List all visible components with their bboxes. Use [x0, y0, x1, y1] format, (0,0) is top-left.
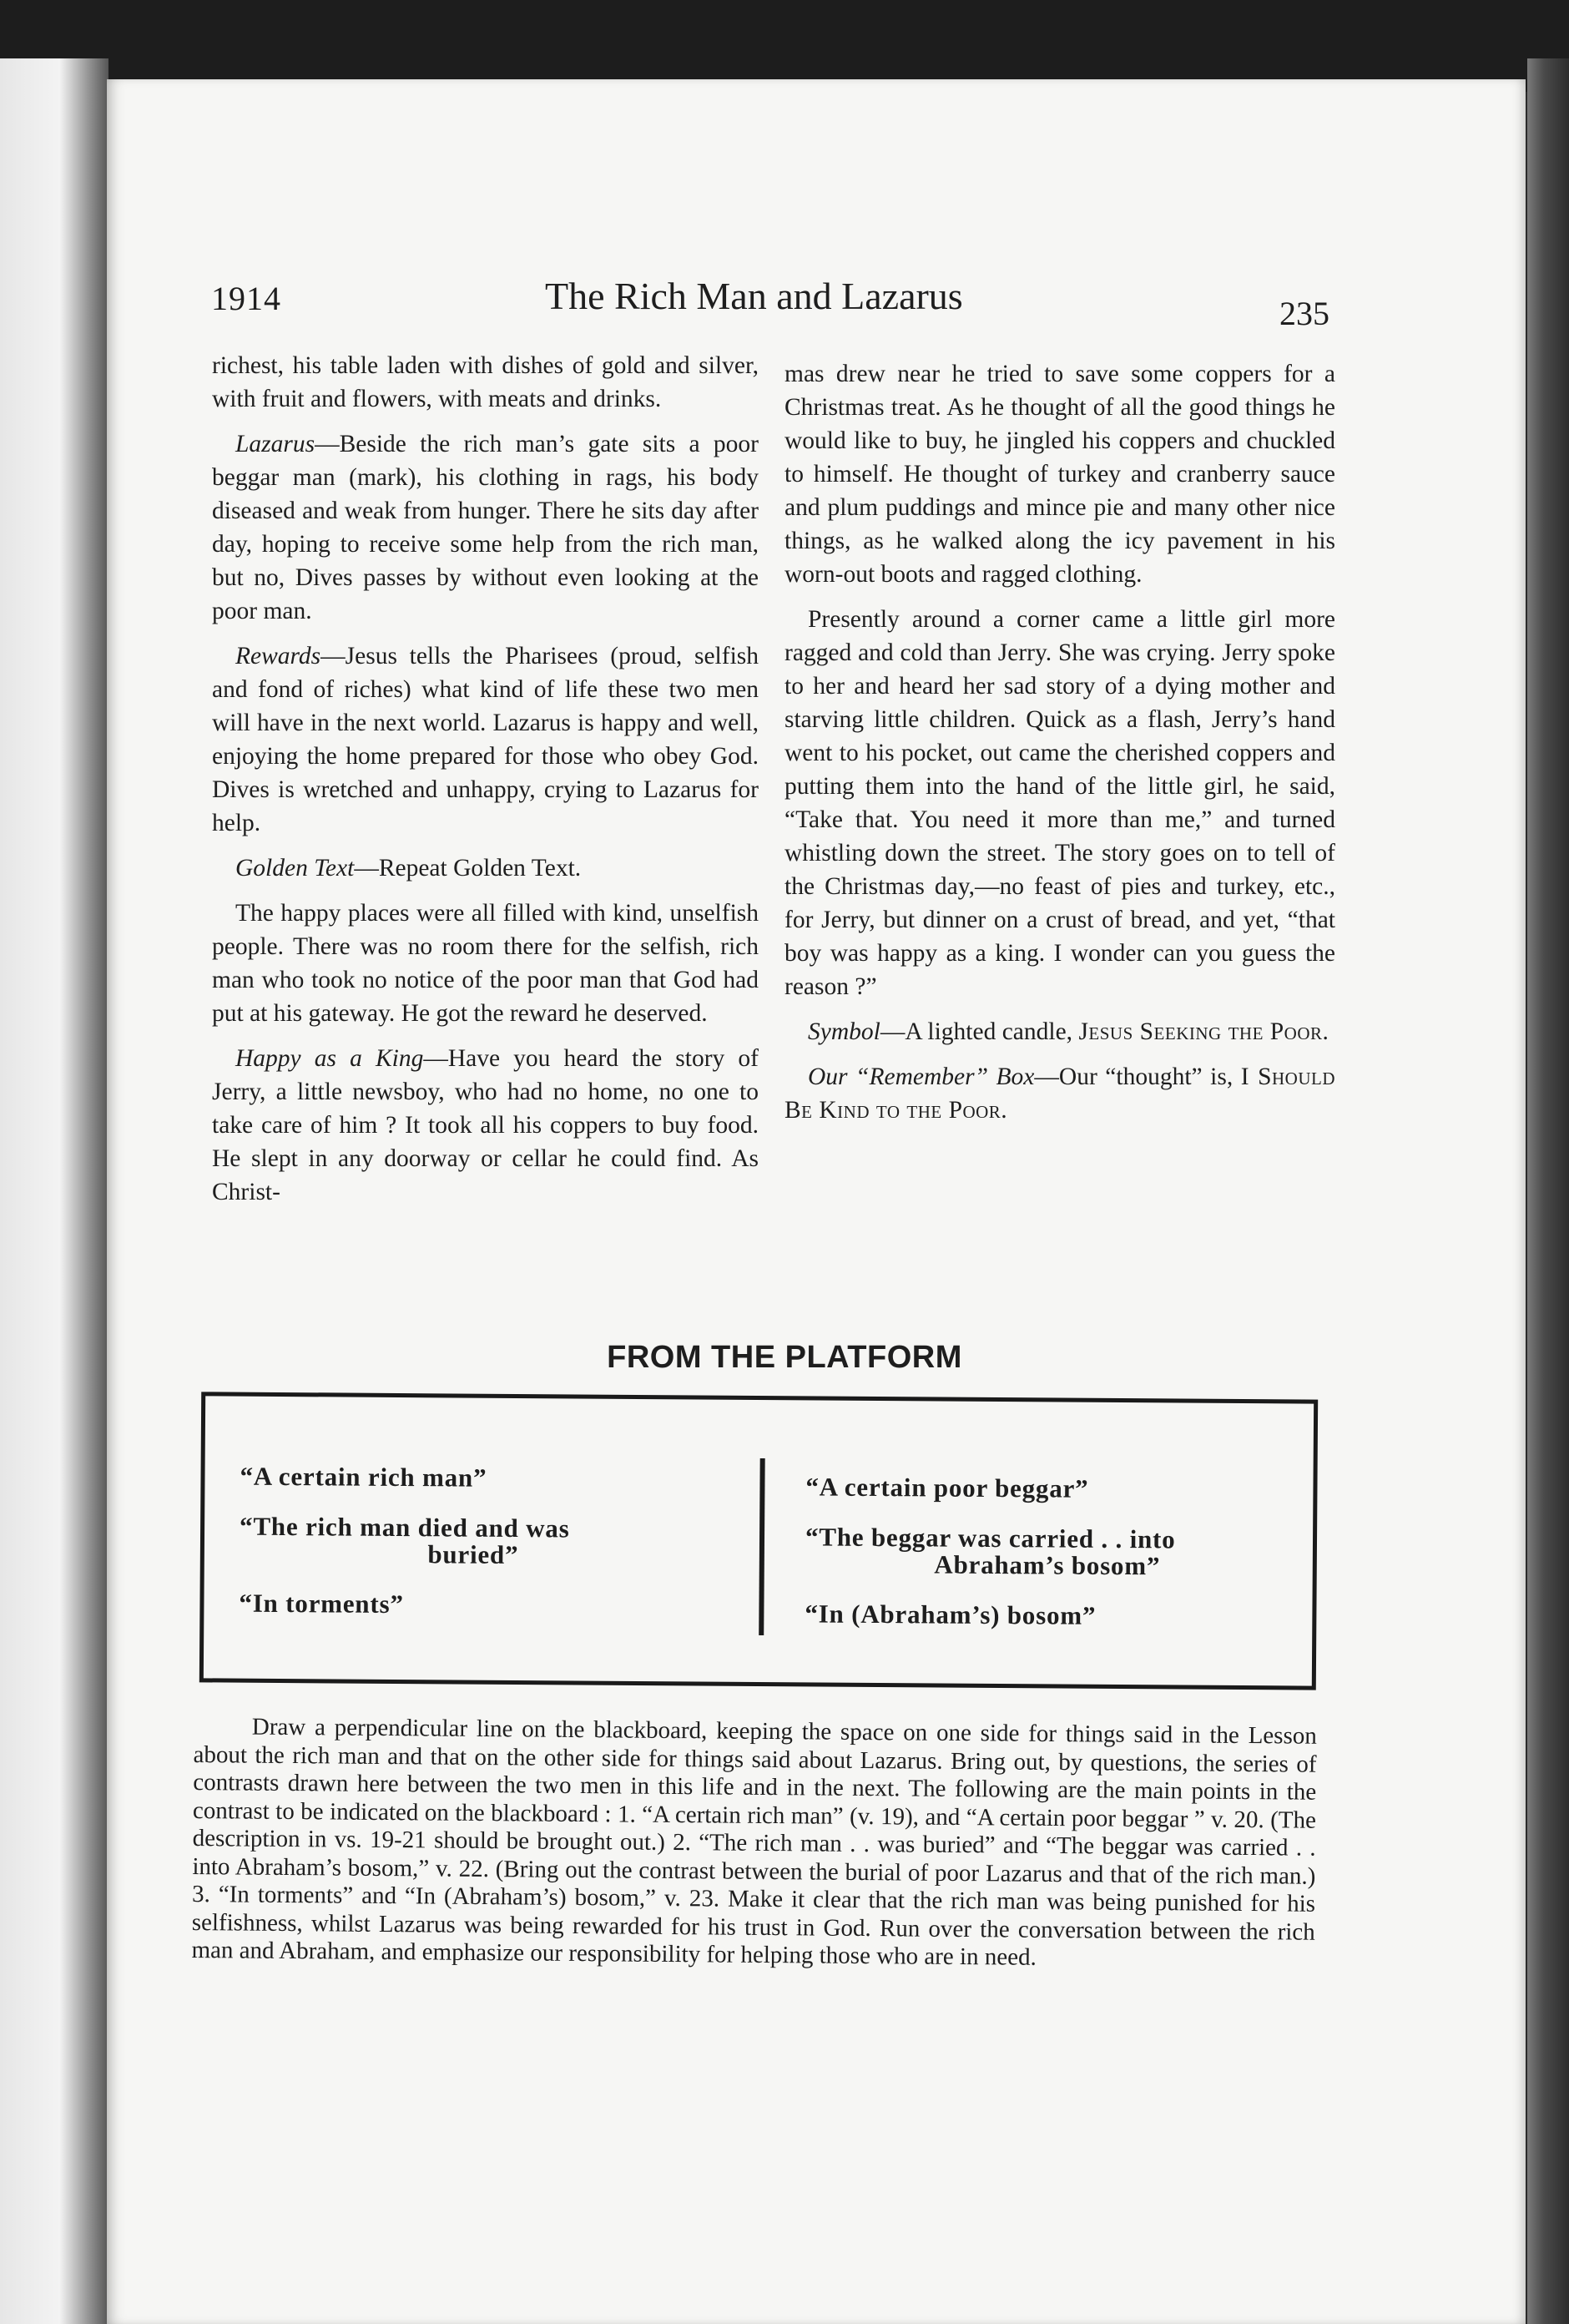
section-lead: Symbol: [808, 1018, 880, 1045]
paragraph-remember-box: [784, 1060, 1335, 1127]
board-item-line: “The rich man died and was: [239, 1511, 570, 1543]
section-lead: Lazarus: [235, 431, 315, 457]
perpendicular-line: [759, 1458, 764, 1635]
left-column: [212, 349, 759, 1220]
board-item: [805, 1523, 1289, 1580]
board-item: “In torments”: [239, 1588, 404, 1619]
paragraph-text: —Repeat Golden Text.: [354, 855, 582, 882]
paragraph: Draw a perpendicular line on the blackboard, keeping the space on one side for things said in the Lesson about the rich man and that on the other side for things said about Lazarus. Bring out, by questions, the series of contrasts drawn here between the two men in this life and in the next. The following are the main points in the contrast to be indicated on the blackboard : 1. “A certain rich man” (v. 19), and “A certain poor beggar ” v. 20. (The description in vs. 19-21 should be brought out.) 2. “The rich man . . was buried” and “The beggar was carried . . into Abraham’s bosom,” v. 22. (Bring out the contrast between the burial of poor Lazarus and that of the rich man.) 3. “In torments” and “In (Abraham’s) bosom,” v. 23. Make it clear that the rich man was being punished for his selfishness, whilst Lazarus was being rewarded for his trust in God. Run over the conversation between the rich man and Abraham, and emphasize our responsibility for helping those who are in need.: [191, 1713, 1317, 1971]
paragraph-text: —Jesus tells the Pharisees (proud, selfish and fond of riches) what kind of life these two men will have in the next world. Lazarus is happy and well, enjoying the home prepared for those who obey God. Dives is wretched and unhappy, crying to Lazarus for help.: [212, 643, 759, 836]
previous-page-edge: [0, 58, 108, 2324]
board-item: [240, 1513, 707, 1570]
right-column: [784, 357, 1335, 1139]
paragraph-rewards: [212, 639, 759, 840]
section-title: FROM THE PLATFORM: [607, 1340, 962, 1375]
board-right-column: [805, 1473, 1289, 1654]
section-lead: Our “Remember” Box: [808, 1063, 1035, 1090]
paragraph-text: —Have you heard the story of Jerry, a little newsboy, who had no home, no one to take care of him ? It took all his coppers to buy food. He slept in any doorway or cellar he could find. As Christ-: [212, 1045, 759, 1205]
paragraph-symbol: [784, 1015, 1335, 1048]
page-header: [211, 269, 1329, 336]
board-item: “In (Abraham’s) bosom”: [805, 1599, 1097, 1630]
book-edge: [1527, 58, 1569, 2324]
paragraph: Presently around a corner came a little girl more ragged and cold than Jerry. She was crying. Jerry spoke to her and heard her sad story of a dying mother and starving little children. Quick as a flash, Jerry’s hand went to his pocket, out came the cherished coppers and putting them into the hand of the little girl, he said, “Take that. You need it more than me,” and turned whistling down the street. The story goes on to tell of the Christmas day,—no feast of pies and turkey, etc., for Jerry, but dinner on a crust of bread, and yet, “that boy was happy as a king. I wonder can you guess the reason ?”: [784, 606, 1335, 1000]
board-item-line: buried”: [427, 1539, 519, 1569]
paragraph: richest, his table laden with dishes of gold and silver, with fruit and flowers, with meats and drinks.: [212, 352, 759, 412]
board-item-line: Abraham’s bosom”: [934, 1549, 1161, 1581]
small-caps-text: I Should Be Kind to the Poor.: [784, 1063, 1335, 1124]
board-item: “A certain rich man”: [240, 1461, 487, 1493]
board-item-line: “The beggar was carried . . into: [805, 1522, 1176, 1554]
paragraph: The happy places were all filled with kind, unselfish people. There was no room there for the selfish, rich man who took no notice of the poor man that God had put at his gateway. He got the reward he deserved.: [212, 900, 759, 1027]
board-left-column: [239, 1463, 707, 1644]
paragraph-text: —Our “thought” is,: [1034, 1063, 1241, 1090]
instructions-block: [191, 1713, 1317, 1974]
blackboard-diagram: [199, 1392, 1318, 1690]
paragraph-golden-text: [212, 851, 759, 885]
section-lead: Rewards: [235, 643, 321, 669]
section-lead: Happy as a King: [235, 1045, 424, 1072]
paragraph-text: —A lighted candle,: [880, 1018, 1079, 1045]
scan-background: [0, 0, 1569, 92]
paragraph-happy-as-a-king: [212, 1042, 759, 1209]
board-item: “A certain poor beggar”: [805, 1472, 1089, 1503]
small-caps-text: Jesus Seeking the Poor.: [1078, 1018, 1329, 1045]
section-lead: Golden Text: [235, 855, 355, 882]
header-title: The Rich Man and Lazarus: [545, 275, 963, 317]
header-year: 1914: [211, 280, 281, 317]
paragraph-lazarus: [212, 427, 759, 628]
page-number: 235: [1279, 295, 1329, 332]
paragraph-text: —Beside the rich man’s gate sits a poor beggar man (mark), his clothing in rags, his body diseased and weak from hunger. There he sits day after day, hoping to receive some help from the rich man, but no, Dives passes by without even looking at the poor man.: [212, 431, 759, 624]
paragraph: mas drew near he tried to save some coppers for a Christmas treat. As he thought of all the good things he would like to buy, he jingled his coppers and chuckled to himself. He thought of turkey and cranberry sauce and plum puddings and mince pie and many other nice things, as he walked along the icy pavement in his worn-out boots and ragged clothing.: [784, 361, 1335, 588]
